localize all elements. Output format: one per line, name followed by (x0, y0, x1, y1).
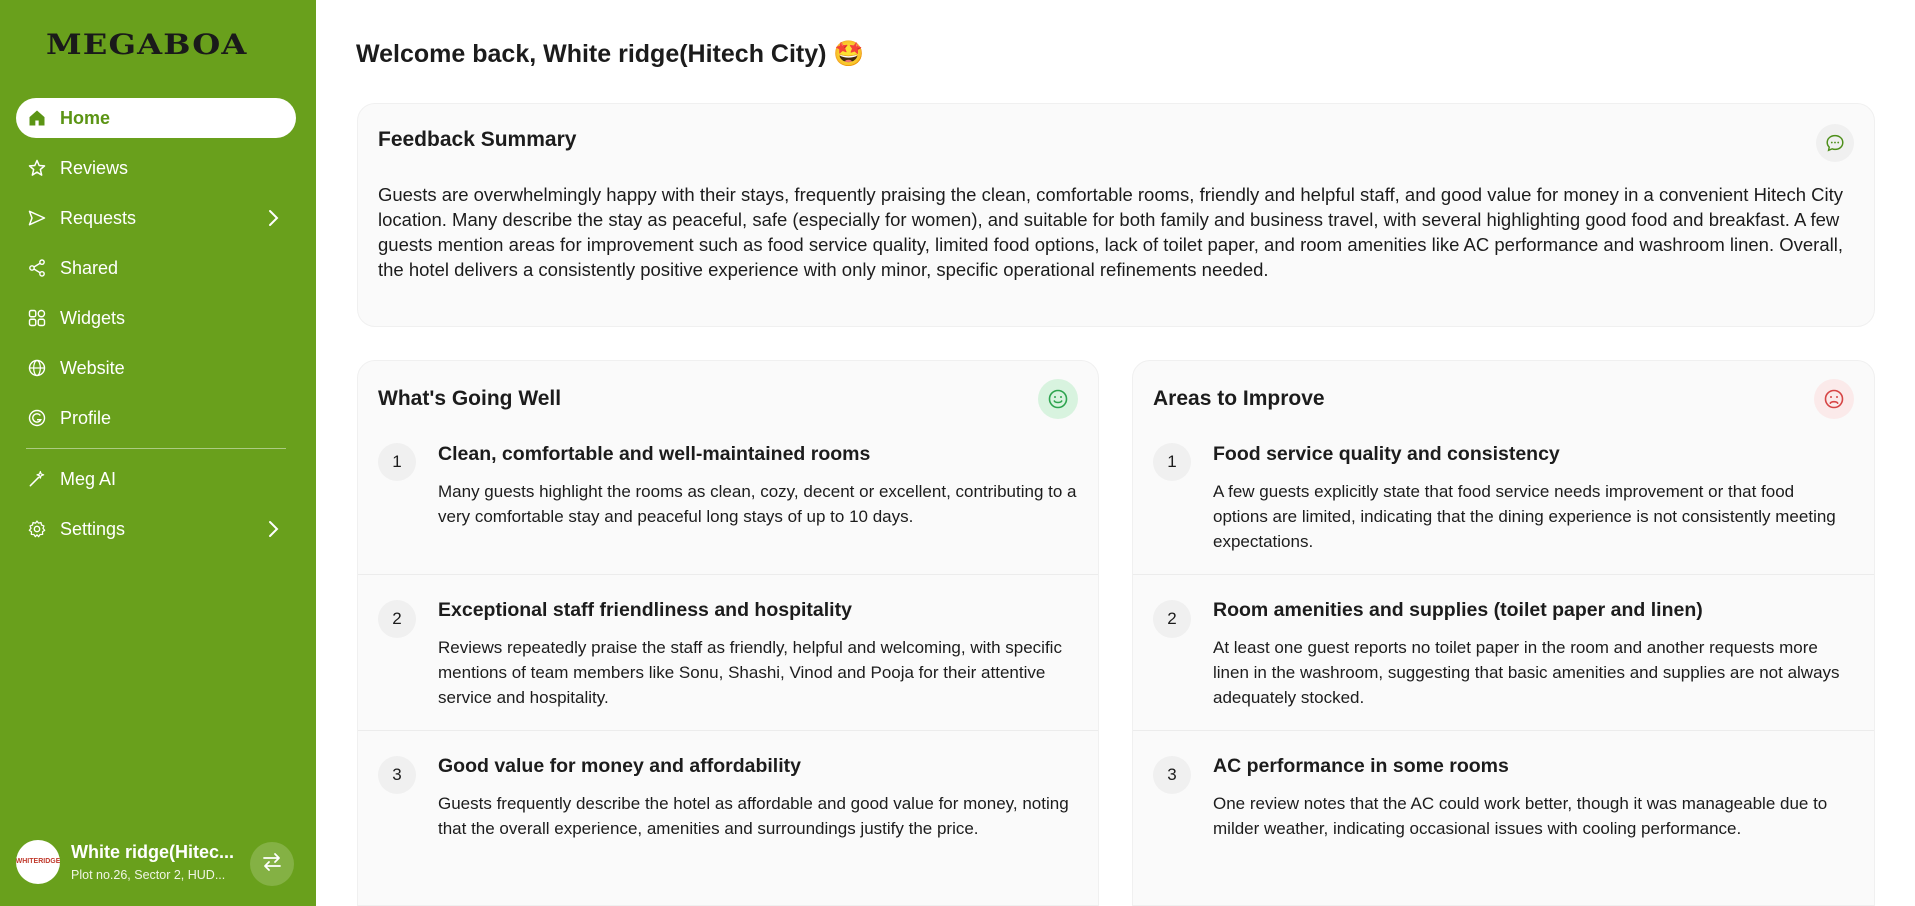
sidebar-item-home[interactable] (16, 98, 296, 138)
ai-sparkle-icon (26, 468, 48, 490)
chat-bubble-icon (1816, 124, 1854, 162)
item-number: 1 (1153, 443, 1191, 481)
account-switcher[interactable] (16, 840, 296, 890)
list-item (358, 574, 1098, 730)
chevron-right-icon[interactable] (264, 208, 282, 233)
send-icon (26, 207, 48, 229)
avatar[interactable] (16, 840, 60, 884)
sidebar (0, 0, 316, 906)
item-number: 2 (378, 600, 416, 638)
item-number: 1 (378, 443, 416, 481)
summary-text: Guests are overwhelmingly happy with their stays, frequently praising the clean, comfortable rooms, friendly and helpful staff, and good value for money in a convenient Hitech City location. Many describe the stay as peaceful, safe (especially for women), and suitable for both family and business travel, with several highlighting good food and breakfast. A few guests mention areas for improvement such as food service quality, limited food options, lack of toilet paper, and room amenities like AC performance and washroom linen. Overall, the hotel delivers a consistently positive experience with only minor, specific operational refinements needed. (378, 184, 1844, 280)
sidebar-item-label: Settings (60, 518, 126, 539)
item-description: One review notes that the AC could work better, though it was manageable due to milder weather, indicating occasional issues with cooling performance. (1213, 794, 1828, 838)
sidebar-divider (26, 448, 286, 449)
account-address: Plot no.26, Sector 2, HUD... (71, 868, 226, 882)
item-title: Exceptional staff friendliness and hospitality (438, 599, 852, 621)
list-item (1133, 574, 1874, 730)
home-icon (26, 107, 48, 129)
swap-arrows-icon (260, 850, 284, 879)
item-description: At least one guest reports no toilet paper in the room and another requests more linen in the washroom, suggesting that basic amenities and supplies are not always adequately stocked. (1213, 638, 1840, 707)
profile-icon (26, 407, 48, 429)
switch-account-button[interactable] (250, 842, 294, 886)
going-well-card (357, 360, 1099, 906)
sidebar-item-label: Meg AI (60, 468, 117, 489)
item-number: 3 (378, 756, 416, 794)
list-item (358, 730, 1098, 886)
item-title: AC performance in some rooms (1213, 755, 1509, 777)
account-name: White ridge(Hitec... (71, 842, 235, 862)
sidebar-item-website[interactable] (16, 348, 296, 388)
megaboa-logo[interactable]: MEGABOA (46, 28, 248, 61)
star-icon (26, 157, 48, 179)
item-description: Many guests highlight the rooms as clean, cozy, decent or excellent, contributing to a very comfortable stay and peaceful long stays of up to 10 days. (438, 482, 1077, 526)
page-title: Welcome back, White ridge(Hitech City) 🤩 (356, 40, 865, 68)
list-item (1133, 730, 1874, 886)
sidebar-item-reviews[interactable] (16, 148, 296, 188)
card-title: Feedback Summary (378, 128, 577, 151)
feedback-summary-card (357, 103, 1875, 327)
item-title: Room amenities and supplies (toilet paper and linen) (1213, 599, 1703, 621)
sidebar-item-label: Profile (60, 407, 112, 428)
sidebar-item-label: Widgets (60, 307, 126, 328)
widgets-icon (26, 307, 48, 329)
item-number: 2 (1153, 600, 1191, 638)
sidebar-item-widgets[interactable] (16, 298, 296, 338)
sidebar-item-label: Reviews (60, 157, 129, 178)
frown-icon (1814, 379, 1854, 419)
item-title: Clean, comfortable and well-maintained rooms (438, 443, 871, 465)
globe-icon (26, 357, 48, 379)
gear-icon (26, 518, 48, 540)
sidebar-item-requests[interactable] (16, 198, 296, 238)
item-title: Good value for money and affordability (438, 755, 801, 777)
sidebar-item-label: Shared (60, 257, 119, 278)
sidebar-item-label: Requests (60, 207, 137, 228)
card-title: What's Going Well (378, 387, 562, 410)
share-icon (26, 257, 48, 279)
item-number: 3 (1153, 756, 1191, 794)
sidebar-item-shared[interactable] (16, 248, 296, 288)
sidebar-item-label: Website (60, 357, 125, 378)
sidebar-item-meg-ai[interactable] (16, 459, 296, 499)
chevron-right-icon[interactable] (264, 519, 282, 544)
item-title: Food service quality and consistency (1213, 443, 1560, 465)
sidebar-item-profile[interactable] (16, 398, 296, 438)
areas-to-improve-card (1132, 360, 1875, 906)
avatar-logo-text: WHITERIDGE (16, 858, 60, 865)
sidebar-item-label: Home (60, 107, 111, 128)
item-description: A few guests explicitly state that food service needs improvement or that food options are limited, indicating that the dining experience is not consistently meeting expectations. (1213, 482, 1836, 551)
sidebar-item-settings[interactable] (16, 509, 296, 549)
item-description: Reviews repeatedly praise the staff as friendly, helpful and welcoming, with specific mentions of team members like Sonu, Shashi, Vinod and Pooja for their attentive service and hospitality. (438, 638, 1062, 707)
item-description: Guests frequently describe the hotel as affordable and good value for money, noting that the overall experience, amenities and surroundings justify the price. (438, 794, 1069, 838)
smile-icon (1038, 379, 1078, 419)
card-title: Areas to Improve (1153, 387, 1325, 410)
